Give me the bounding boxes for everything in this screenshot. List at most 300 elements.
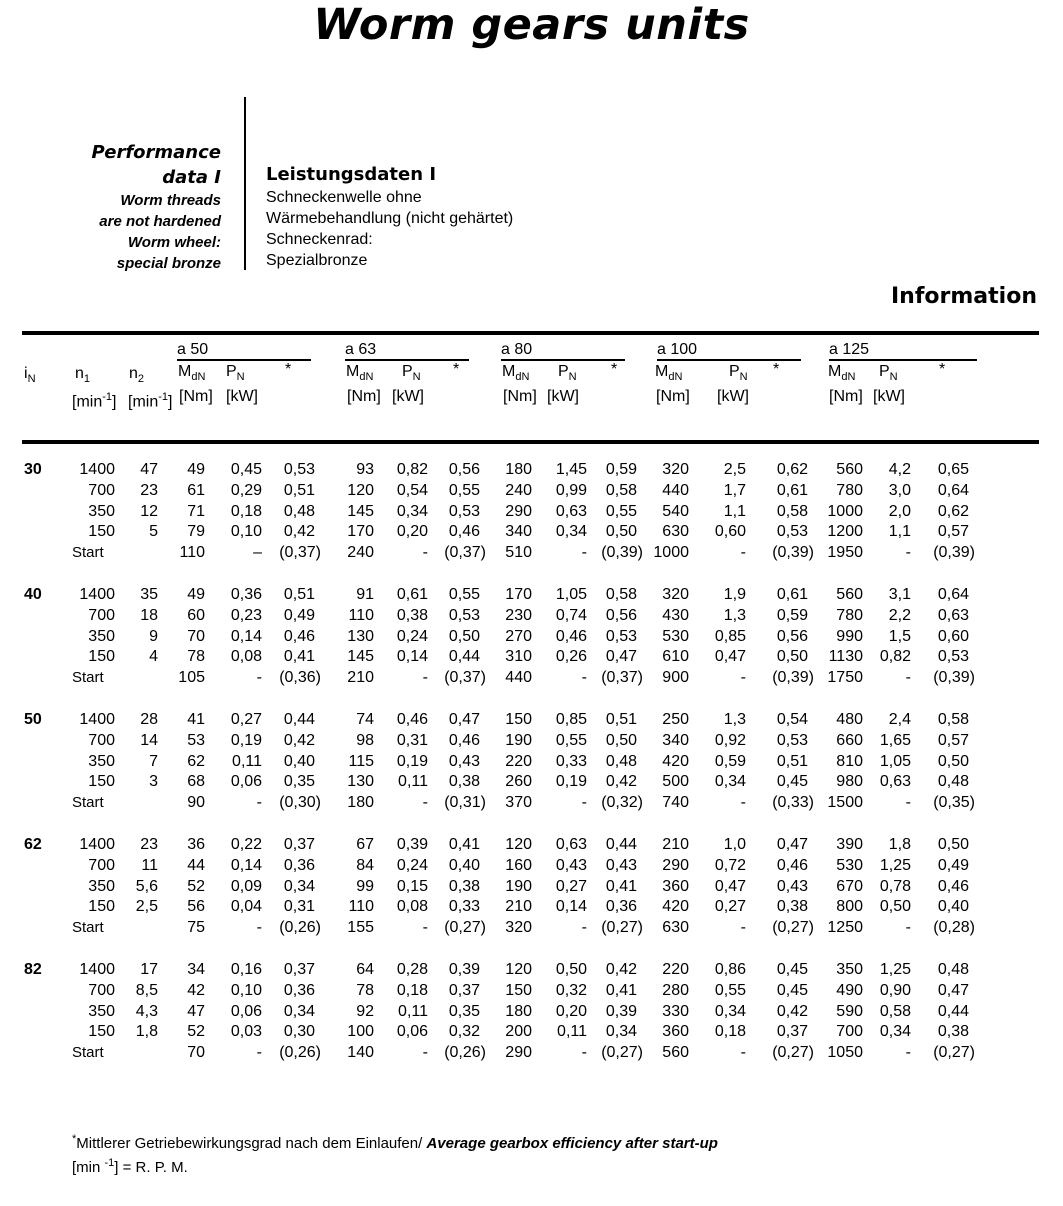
table-cell: 0,34: [714, 1002, 746, 1020]
table-cell: 0,74: [555, 606, 587, 624]
table-cell: 0,54: [776, 711, 808, 728]
table-cell: 0,55: [555, 731, 587, 749]
table-cell: 0,36: [283, 856, 315, 874]
table-cell: 0,47: [448, 711, 480, 728]
table-cell: 330: [662, 1002, 689, 1020]
table-cell: 0,38: [396, 606, 428, 624]
table-cell: 190: [505, 731, 532, 749]
footnote-german: Mittlerer Getriebewirkungsgrad nach dem Einlaufen/: [76, 1135, 427, 1152]
header-M-1-main: M: [346, 363, 360, 380]
table-cell: 0,38: [776, 898, 808, 916]
table-cell: 320: [662, 461, 689, 478]
table-cell: 120: [505, 961, 532, 978]
table-cell: 530: [836, 856, 863, 874]
table-cell: 0,28: [396, 961, 428, 978]
table-cell: 0,41: [605, 981, 637, 999]
table-cell: 0,20: [555, 1002, 587, 1020]
table-cell: 0,43: [555, 856, 587, 874]
table-cell: 0,58: [605, 481, 637, 499]
table-cell: (0,26): [444, 1044, 486, 1062]
table-cell: 0,49: [937, 856, 969, 874]
header-M-4-sub: dN: [841, 371, 856, 384]
header-M-2: [502, 362, 529, 387]
table-cell: 1,0: [723, 836, 746, 853]
table-cell: 490: [836, 981, 863, 999]
table-cell: 0,58: [776, 502, 808, 520]
table-cell: 810: [836, 752, 863, 770]
table-cell: 0,62: [937, 502, 969, 520]
header-P-2: [558, 362, 577, 387]
table-cell: 230: [505, 606, 532, 624]
row-n2-value: 7: [149, 752, 158, 770]
table-cell: 0,11: [557, 1023, 587, 1041]
table-cell: 0,36: [605, 898, 637, 916]
table-cell: 560: [836, 586, 863, 603]
table-cell: 360: [662, 1023, 689, 1041]
table-cell: 350: [836, 961, 863, 978]
table-cell: 1,3: [723, 606, 746, 624]
unit-nm-0: [Nm]: [179, 388, 213, 405]
table-cell: 0,19: [396, 752, 428, 770]
row-n1-value: 150: [88, 773, 115, 791]
table-cell: 320: [662, 586, 689, 603]
header-P-2-main: P: [558, 363, 569, 380]
table-cell: 0,46: [937, 877, 969, 895]
table-cell: -: [581, 544, 587, 562]
table-cell: 990: [836, 627, 863, 645]
table-cell: -: [740, 919, 746, 937]
table-cell: 0,42: [283, 731, 315, 749]
row-n2-value: 4: [149, 648, 158, 666]
table-cell: 250: [662, 711, 689, 728]
table-cell: 170: [505, 586, 532, 603]
table-cell: -: [740, 794, 746, 812]
group-label-1: a 63: [345, 341, 377, 358]
table-cell: 0,44: [937, 1002, 969, 1020]
table-cell: 290: [505, 1044, 532, 1062]
unit-kw-2: [kW]: [547, 388, 579, 405]
table-cell: 430: [662, 606, 689, 624]
table-cell: 0,37: [283, 961, 315, 978]
table-cell: 0,62: [776, 461, 808, 478]
table-cell: 0,59: [776, 606, 808, 624]
rpm-unit-open: [min: [72, 1159, 105, 1176]
table-cell: 0,11: [398, 1002, 428, 1020]
group-underline-3: [657, 359, 801, 361]
group-underline-1: [345, 359, 469, 361]
table-cell: 0,43: [448, 752, 480, 770]
table-cell: 0,65: [937, 461, 969, 478]
table-cell: 740: [662, 794, 689, 812]
table-cell: (0,39): [772, 544, 814, 562]
table-cell: -: [422, 794, 428, 812]
table-cell: 110: [179, 544, 205, 562]
header-n2: [129, 364, 144, 389]
row-n1-value: 700: [88, 731, 115, 749]
row-n1-value: 1400: [79, 836, 115, 853]
table-cell: 390: [836, 836, 863, 853]
table-cell: 52: [187, 1023, 205, 1041]
row-n1-value: 350: [88, 1002, 115, 1020]
row-start-label: Start: [72, 669, 104, 687]
header-P-4-main: P: [879, 363, 890, 380]
table-cell: (0,39): [601, 544, 643, 562]
table-cell: 340: [505, 523, 532, 541]
table-cell: 0,34: [605, 1023, 637, 1041]
table-cell: 98: [356, 731, 374, 749]
table-cell: 0,56: [448, 461, 480, 478]
header-P-1-main: P: [402, 363, 413, 380]
table-cell: 79: [187, 523, 205, 541]
table-cell: 780: [836, 606, 863, 624]
table-cell: 0,24: [396, 627, 428, 645]
table-cell: 0,33: [555, 752, 587, 770]
row-n1-value: 700: [88, 481, 115, 499]
spezialbronze-label: Spezialbronze: [266, 252, 368, 269]
table-cell: 1250: [827, 919, 863, 937]
table-cell: 0,50: [448, 627, 480, 645]
table-cell: 0,61: [776, 481, 808, 499]
table-cell: 0,06: [396, 1023, 428, 1041]
table-cell: 3,1: [888, 586, 911, 603]
row-start-label: Start: [72, 794, 104, 812]
table-cell: 0,34: [283, 877, 315, 895]
table-cell: 0,03: [230, 1023, 262, 1041]
header-M-2-main: M: [502, 363, 516, 380]
table-cell: 1750: [827, 669, 863, 687]
table-cell: 210: [662, 836, 689, 853]
table-cell: -: [256, 1044, 262, 1062]
table-cell: 0,26: [555, 648, 587, 666]
table-cell: 0,99: [555, 481, 587, 499]
table-cell: (0,33): [772, 794, 814, 812]
table-cell: 0,50: [879, 898, 911, 916]
row-n1-value: 1400: [79, 961, 115, 978]
table-cell: 68: [187, 773, 205, 791]
table-cell: 0,19: [230, 731, 262, 749]
header-iN-sub: N: [27, 373, 36, 386]
table-cell: 0,37: [283, 836, 315, 853]
row-n1-value: 350: [88, 752, 115, 770]
header-n2-sub: 2: [137, 373, 145, 386]
row-n2-value: 12: [140, 502, 158, 520]
unit-n1: [72, 387, 116, 412]
row-iN-value: 40: [24, 586, 42, 603]
table-cell: 0,49: [283, 606, 315, 624]
unit-n2-a: [min: [128, 393, 159, 411]
special-bronze-label: special bronze: [116, 255, 221, 272]
table-cell: (0,39): [933, 544, 975, 562]
row-n2-value: 3: [149, 773, 158, 791]
table-cell: 1200: [827, 523, 863, 541]
table-cell: -: [905, 669, 911, 687]
table-cell: 0,53: [448, 606, 480, 624]
table-cell: 670: [836, 877, 863, 895]
table-cell: 145: [347, 648, 374, 666]
table-cell: 540: [662, 502, 689, 520]
table-cell: -: [256, 669, 262, 687]
table-cell: 64: [356, 961, 374, 978]
table-cell: 980: [836, 773, 863, 791]
table-cell: (0,37): [444, 669, 486, 687]
table-cell: 1,45: [555, 461, 587, 478]
table-cell: 0,18: [714, 1023, 746, 1041]
table-cell: 0,14: [555, 898, 587, 916]
unit-n2-sup: -1: [158, 391, 169, 403]
table-cell: 1,5: [888, 627, 911, 645]
table-cell: 0,27: [555, 877, 587, 895]
row-iN-value: 50: [24, 711, 42, 728]
table-cell: 0,16: [230, 961, 262, 978]
table-cell: (0,30): [279, 794, 321, 812]
header-M-1-sub: dN: [359, 371, 374, 384]
table-cell: 0,56: [605, 606, 637, 624]
table-cell: -: [422, 544, 428, 562]
table-cell: 0,40: [448, 856, 480, 874]
table-cell: 110: [348, 898, 374, 916]
table-cell: -: [256, 794, 262, 812]
table-cell: 0,90: [879, 981, 911, 999]
row-n2-value: 28: [140, 711, 158, 728]
table-cell: 0,40: [283, 752, 315, 770]
table-cell: 280: [662, 981, 689, 999]
row-n2-value: 23: [140, 836, 158, 853]
row-n1-value: 350: [88, 502, 115, 520]
table-cell: 180: [505, 461, 532, 478]
table-cell: (0,27): [601, 1044, 643, 1062]
table-cell: 0,42: [776, 1002, 808, 1020]
table-cell: -: [256, 919, 262, 937]
table-cell: 62: [187, 752, 205, 770]
table-cell: 0,47: [714, 648, 746, 666]
row-n2-value: 35: [140, 586, 158, 603]
table-cell: -: [581, 669, 587, 687]
table-cell: 0,50: [937, 836, 969, 853]
table-cell: 630: [662, 523, 689, 541]
table-cell: 200: [505, 1023, 532, 1041]
table-cell: 0,34: [283, 1002, 315, 1020]
table-cell: 115: [348, 752, 374, 770]
footnote-efficiency: [72, 1129, 718, 1154]
row-n1-value: 150: [88, 898, 115, 916]
table-cell: 130: [347, 773, 374, 791]
table-cell: -: [581, 919, 587, 937]
table-cell: 0,11: [398, 773, 428, 791]
page-title: Worm gears units: [313, 0, 750, 50]
table-cell: (0,39): [933, 669, 975, 687]
table-cell: 1,8: [888, 836, 911, 853]
header-star-1: *: [453, 361, 460, 378]
table-cell: 0,15: [396, 877, 428, 895]
table-cell: 0,34: [714, 773, 746, 791]
table-top-rule: [22, 331, 1039, 335]
table-cell: 780: [836, 481, 863, 499]
unit-n1-sup: -1: [102, 391, 113, 403]
table-cell: 1050: [827, 1044, 863, 1062]
table-cell: 530: [662, 627, 689, 645]
table-cell: 0,47: [776, 836, 808, 853]
table-cell: 0,63: [555, 502, 587, 520]
header-M-4-main: M: [828, 363, 842, 380]
table-cell: 0,59: [605, 461, 637, 478]
header-M-1: [346, 362, 373, 387]
table-cell: 0,33: [448, 898, 480, 916]
table-cell: 0,32: [555, 981, 587, 999]
table-cell: (0,27): [772, 919, 814, 937]
table-cell: 260: [505, 773, 532, 791]
table-cell: (0,35): [933, 794, 975, 812]
table-cell: 0,18: [230, 502, 262, 520]
row-start-label: Start: [72, 1044, 104, 1062]
table-cell: 93: [356, 461, 374, 478]
table-cell: 49: [187, 586, 205, 603]
table-cell: 440: [505, 669, 532, 687]
table-cell: -: [740, 544, 746, 562]
table-cell: 560: [836, 461, 863, 478]
table-cell: 0,31: [283, 898, 315, 916]
table-cell: 290: [505, 502, 532, 520]
table-cell: 105: [178, 669, 205, 687]
row-n2-value: 18: [140, 606, 158, 624]
table-cell: 99: [356, 877, 374, 895]
table-cell: 0,35: [283, 773, 315, 791]
table-cell: 52: [187, 877, 205, 895]
table-cell: 0,50: [555, 961, 587, 978]
table-cell: 210: [505, 898, 532, 916]
table-cell: -: [740, 1044, 746, 1062]
row-n1-value: 700: [88, 606, 115, 624]
table-cell: (0,27): [601, 919, 643, 937]
row-n1-value: 700: [88, 856, 115, 874]
table-cell: 0,30: [283, 1023, 315, 1041]
table-cell: –: [253, 544, 262, 562]
header-n1-sub: 1: [83, 373, 91, 386]
table-cell: 440: [662, 481, 689, 499]
table-cell: 71: [187, 502, 205, 520]
schneckenrad-label: Schneckenrad:: [266, 231, 373, 248]
table-cell: 49: [187, 461, 205, 478]
table-cell: 270: [505, 627, 532, 645]
table-cell: (0,36): [279, 669, 321, 687]
table-cell: 700: [836, 1023, 863, 1041]
worm-wheel-label: Worm wheel:: [127, 234, 221, 251]
table-cell: 0,63: [879, 773, 911, 791]
table-cell: 0,09: [230, 877, 262, 895]
table-cell: 0,85: [555, 711, 587, 728]
unit-nm-2: [Nm]: [503, 388, 537, 405]
table-cell: 0,82: [879, 648, 911, 666]
table-cell: 0,57: [937, 523, 969, 541]
table-cell: (0,27): [933, 1044, 975, 1062]
table-cell: 0,63: [937, 606, 969, 624]
table-cell: 0,50: [776, 648, 808, 666]
header-P-4-sub: N: [889, 371, 898, 384]
group-label-0: a 50: [177, 341, 209, 358]
group-label-2: a 80: [501, 341, 533, 358]
not-hardened-label: are not hardened: [99, 213, 221, 230]
table-cell: 0,51: [605, 711, 637, 728]
waermebehandlung-label: Wärmebehandlung (nicht gehärtet): [266, 210, 514, 227]
table-cell: 1,3: [723, 711, 746, 728]
table-cell: 0,45: [230, 461, 262, 478]
table-cell: -: [422, 1044, 428, 1062]
table-cell: 0,22: [230, 836, 262, 853]
table-cell: -: [905, 1044, 911, 1062]
row-n2-value: 47: [140, 461, 158, 478]
table-cell: 0,46: [448, 523, 480, 541]
table-cell: (0,28): [933, 919, 975, 937]
table-cell: 360: [662, 877, 689, 895]
header-P-3-main: P: [729, 363, 740, 380]
table-cell: 0,64: [937, 481, 969, 499]
table-cell: 0,44: [605, 836, 637, 853]
header-iN-main: i: [24, 365, 28, 382]
group-label-3: a 100: [657, 341, 698, 358]
table-cell: 220: [662, 961, 689, 978]
table-cell: 0,45: [776, 961, 808, 978]
table-cell: 0,92: [714, 731, 746, 749]
table-cell: 610: [662, 648, 689, 666]
information-heading: Information: [891, 284, 1037, 309]
table-cell: 510: [505, 544, 532, 562]
header-n1-main: n: [75, 365, 84, 382]
table-cell: 0,42: [283, 523, 315, 541]
table-cell: 0,53: [937, 648, 969, 666]
header-M-0: [178, 362, 205, 387]
table-cell: 120: [347, 481, 374, 499]
header-n2-main: n: [129, 365, 138, 382]
table-cell: 1,25: [879, 961, 911, 978]
table-cell: 290: [662, 856, 689, 874]
row-n2-value: 11: [141, 856, 158, 874]
table-cell: -: [905, 919, 911, 937]
header-P-1: [402, 362, 421, 387]
table-cell: -: [422, 919, 428, 937]
table-cell: 0,50: [605, 731, 637, 749]
table-cell: 130: [347, 627, 374, 645]
table-cell: 0,36: [230, 586, 262, 603]
table-cell: (0,27): [772, 1044, 814, 1062]
row-n2-value: 4,3: [135, 1002, 158, 1020]
header-P-3: [729, 362, 748, 387]
table-cell: 1,05: [555, 586, 587, 603]
unit-n2-b: ]: [168, 393, 173, 411]
table-cell: 2,5: [723, 461, 746, 478]
header-P-0-main: P: [226, 363, 237, 380]
table-cell: 800: [836, 898, 863, 916]
table-cell: 0,45: [776, 773, 808, 791]
table-cell: 0,37: [776, 1023, 808, 1041]
footnote-english: Average gearbox efficiency after start-up: [426, 1135, 718, 1152]
row-n1-value: 150: [88, 648, 115, 666]
table-cell: 0,60: [937, 627, 969, 645]
table-cell: 92: [356, 1002, 374, 1020]
table-cell: 1000: [827, 502, 863, 520]
table-cell: 660: [836, 731, 863, 749]
table-cell: 36: [187, 836, 205, 853]
table-cell: 0,19: [555, 773, 587, 791]
table-cell: 0,58: [937, 711, 969, 728]
row-n2-value: 1,8: [135, 1023, 158, 1041]
row-n1-value: 1400: [79, 461, 115, 478]
table-cell: 0,58: [879, 1002, 911, 1020]
table-cell: 41: [187, 711, 205, 728]
table-cell: 0,47: [605, 648, 637, 666]
table-cell: 84: [356, 856, 374, 874]
table-cell: 0,55: [714, 981, 746, 999]
table-cell: 0,35: [448, 1002, 480, 1020]
unit-kw-1: [kW]: [392, 388, 424, 405]
